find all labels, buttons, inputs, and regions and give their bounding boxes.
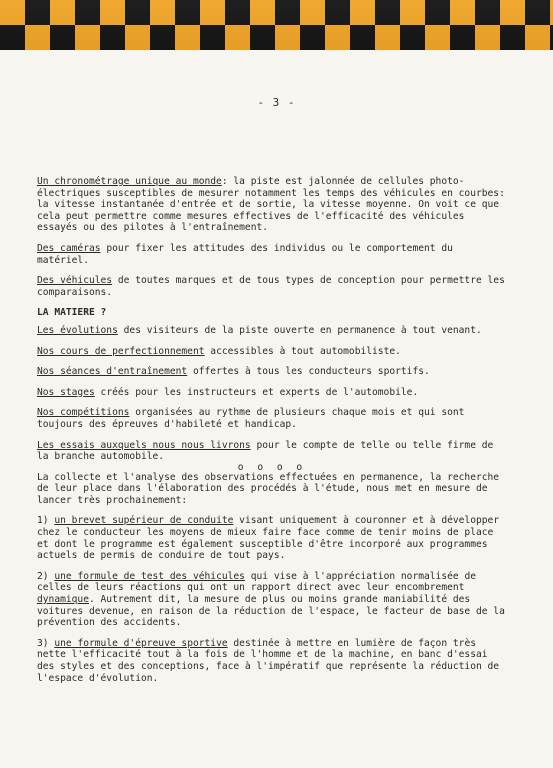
matiere-item: Nos stages créés pour les instructeurs et experts de l'automobile. xyxy=(37,386,419,398)
paragraph-vehicules: Des véhicules de toutes marques et de tous types de conception pour permettre les comparaisons. xyxy=(37,275,505,298)
numbered-item-3: 3) une formule d'épreuve sportive destinée à mettre en lumière de façon très nette l'efficacité tout à la fois de l'homme et de la machine, en banc d'essai des styles et des conceptions, face à l'impératif que représente la réduction de l'espace d'évolution. xyxy=(37,637,500,684)
matiere-item: Nos séances d'entraînement offertes à tous les conducteurs sportifs. xyxy=(37,366,430,378)
numbered-item-2: 2) une formule de test des véhicules qui vise à l'appréciation normalisée de celles de leurs réactions qui ont un rapport direct avec leur encombrement dynamique. Autrement dit, la mesure de plus ou moins grande maniabilité des voitures devenue, en raison de la réduction de l'espace, le facteur de base de la prévention des accidents. xyxy=(37,570,505,629)
paragraph-cameras: Des caméras pour fixer les attitudes des individus ou le comportement du matériel. xyxy=(37,242,453,266)
page-number: - 3 - xyxy=(257,96,296,109)
numbered-item-1: 1) un brevet supérieur de conduite visant uniquement à couronner et à développer chez le conducteur les moyens de mieux faire face comme de tenir moins de place et dont le programme est également susceptible d'être incorporé aux programmes actuels de permis de conduire de tout pays. xyxy=(37,515,500,562)
matiere-item: Les essais auxquels nous nous livrons pour le compte de telle ou telle firme de la branche automobile. xyxy=(37,439,494,463)
matiere-item: Nos cours de perfectionnement accessibles à tout automobiliste. xyxy=(37,345,401,357)
intro-paragraph: La collecte et l'analyse des observations effectuées en permanence, la recherche de leur place dans l'élaboration des procédés à l'étude, nous met en mesure de lancer très prochainement: xyxy=(37,471,500,506)
separator-dots: o o o o xyxy=(237,461,307,473)
section-heading: LA MATIERE ? xyxy=(37,307,107,319)
document-body xyxy=(37,176,507,693)
paragraph-chronometrage: Un chronométrage unique au monde: la piste est jalonnée de cellules photo-électriques susceptibles de mesurer notamment les temps des véhicules en courbes: la vitesse instantanée d'entrée et de sortie, la vitesse moyenne. On voit ce que cela peut permettre comme mesures effectives de l'efficacité des véhicules essayés ou des pilotes à l'entraînement. xyxy=(37,176,505,234)
matiere-item: Nos compétitions organisées au rythme de plusieurs chaque mois et qui sont toujours des épreuves d'habileté et handicap. xyxy=(37,407,465,430)
matiere-item: Les évolutions des visiteurs de la piste ouverte en permanence à tout venant. xyxy=(37,324,482,336)
